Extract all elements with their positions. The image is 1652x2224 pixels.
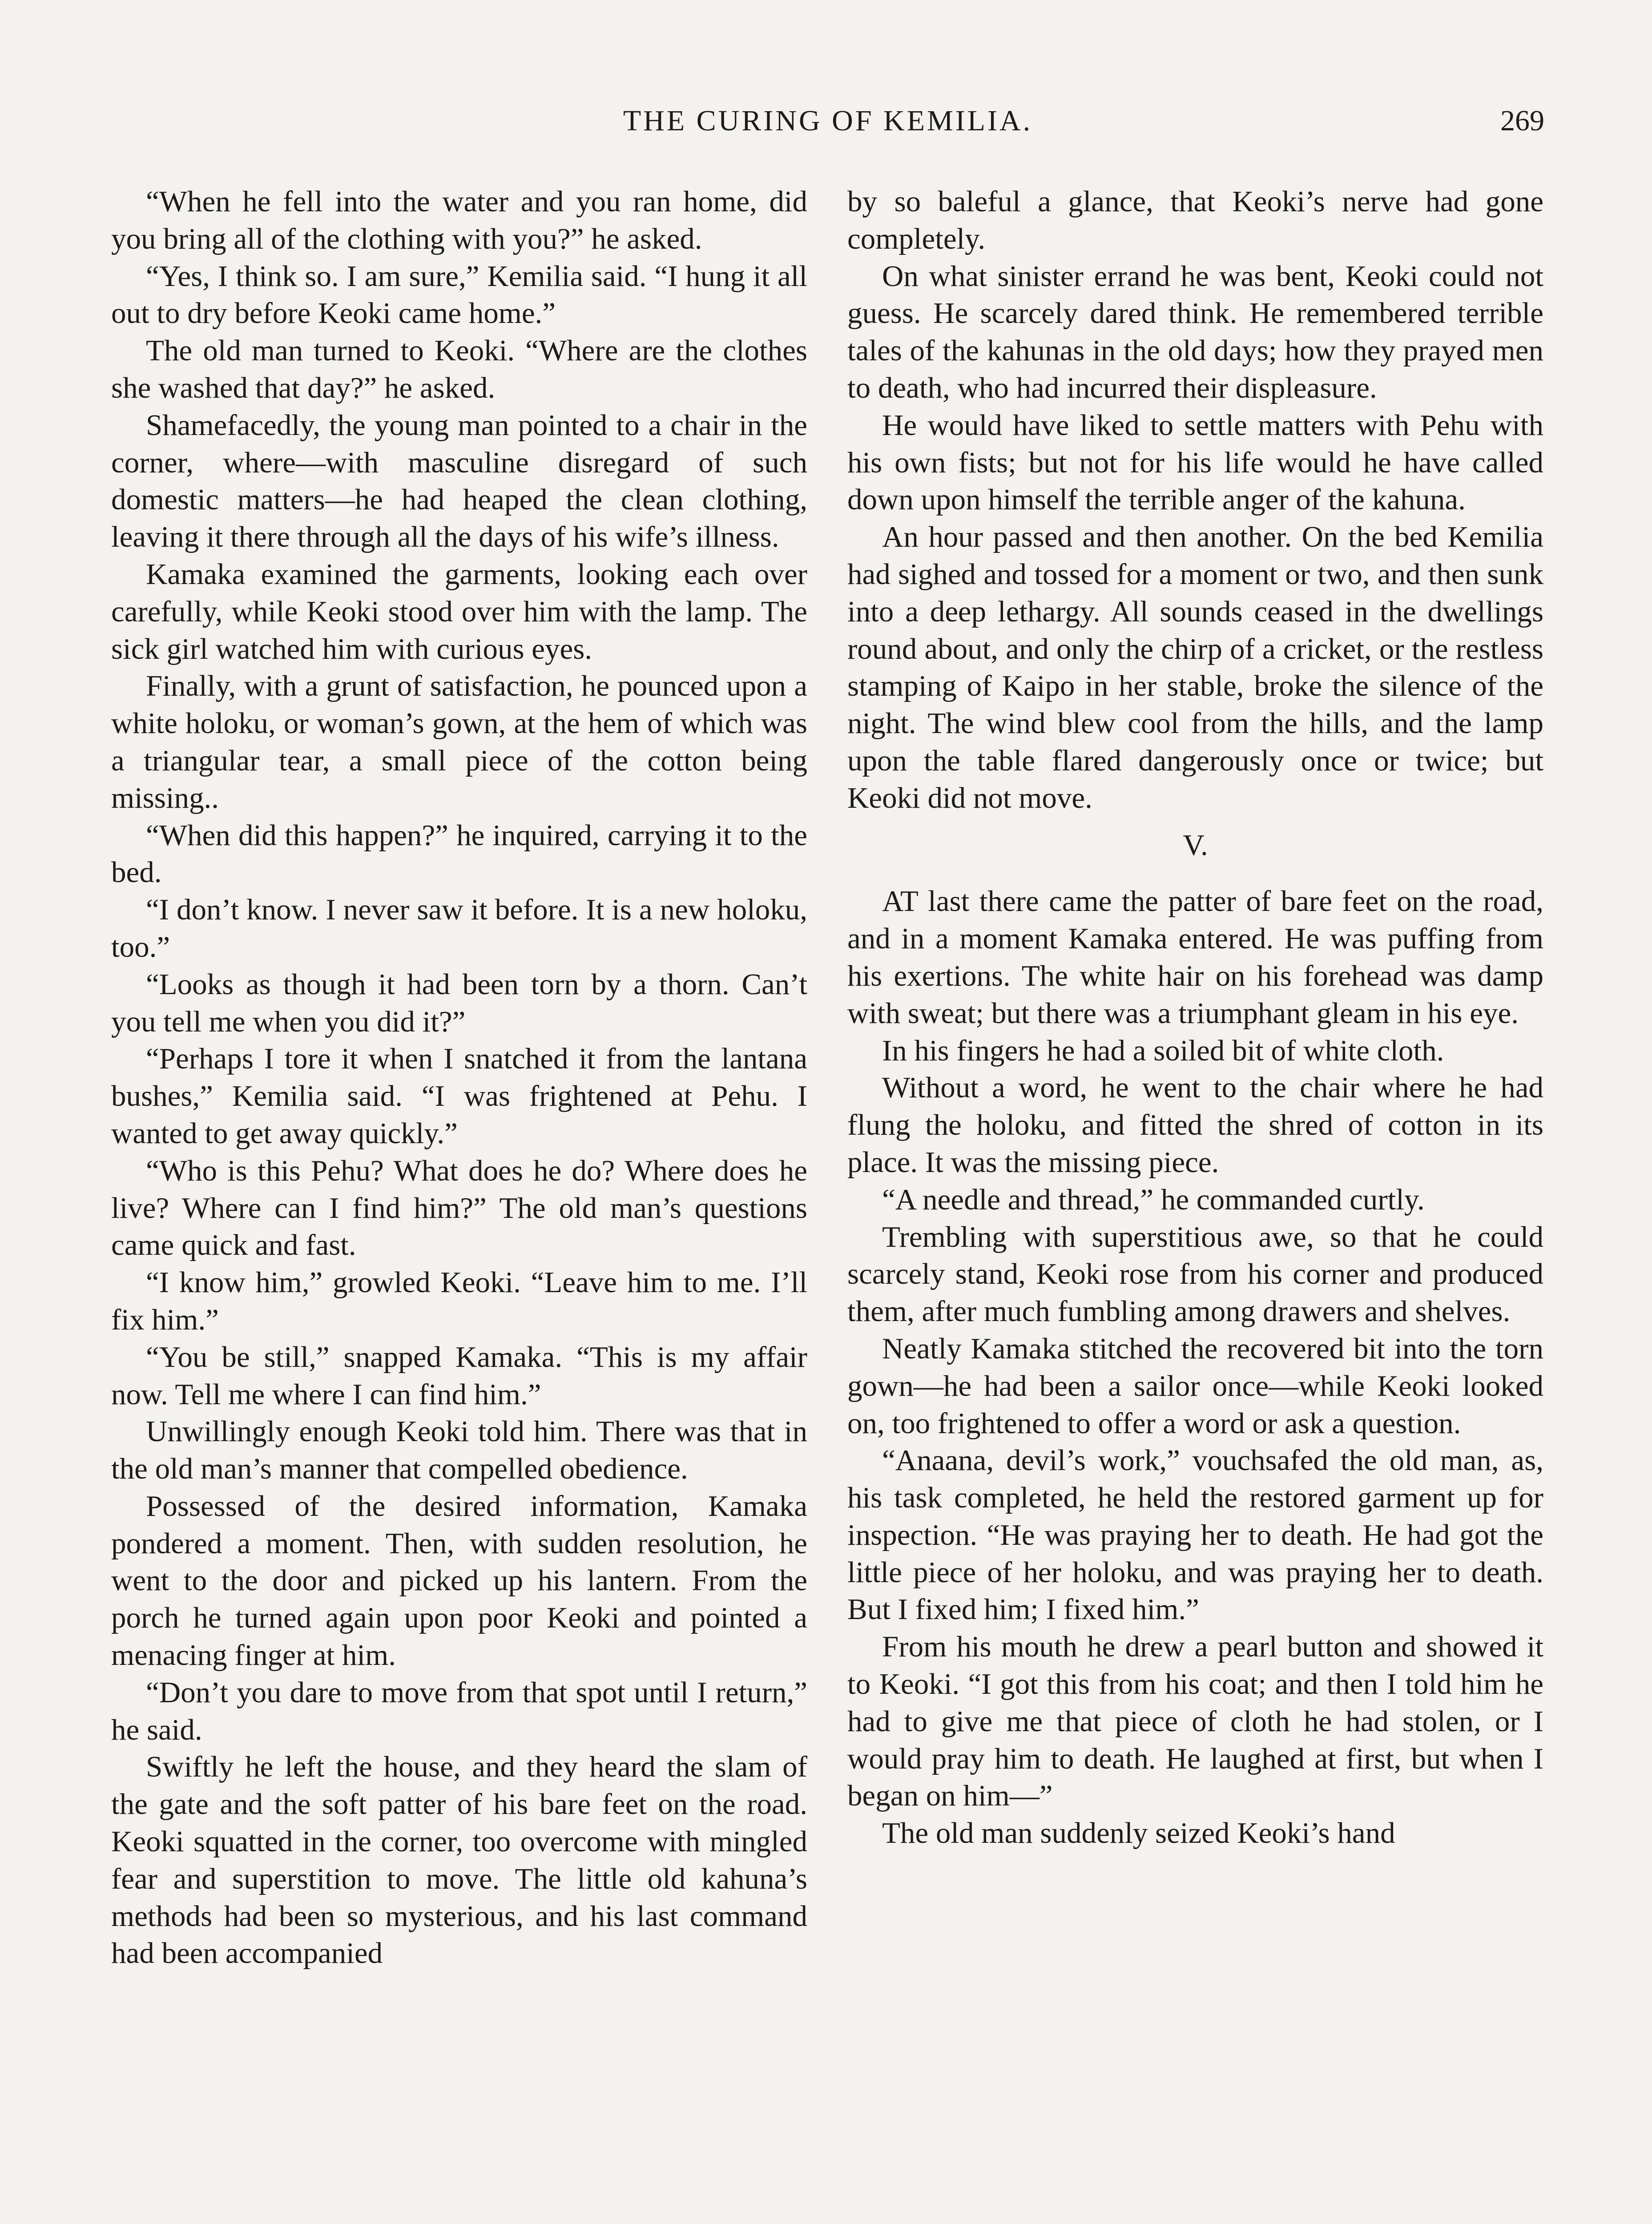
paragraph: Unwillingly enough Keoki told him. There was that in the old man’s manner that compelled obedience. <box>111 1415 807 1486</box>
paragraph: Without a word, he went to the chair where he had flung the holoku, and fitted the shred of cotton in its place. It was the missing piece. <box>847 1071 1543 1179</box>
paragraph: AT last there came the patter of bare feet on the road, and in a moment Kamaka entered. He was puffing from his exertions. The white hair on his forehead was damp with sweat; but there was a triumphant gleam in his eye. <box>847 885 1543 1030</box>
paragraph: “A needle and thread,” he commanded curtly. <box>882 1183 1425 1216</box>
page-number: 269 <box>1500 105 1544 137</box>
paragraph: “When did this happen?” he inquired, carrying it to the bed. <box>111 818 807 889</box>
paragraph: Kamaka examined the garments, looking each over carefully, while Keoki stood over him with the lamp. The sick girl watched him with curious eyes. <box>111 557 807 665</box>
paragraph: Neatly Kamaka stitched the recovered bit into the torn gown—he had been a sailor once—while Keoki looked on, too frightened to offer a word or ask a question. <box>847 1332 1543 1440</box>
paragraph: In his fingers he had a soiled bit of white cloth. <box>882 1034 1444 1067</box>
right-column <box>847 183 1543 1852</box>
paragraph: On what sinister errand he was bent, Keoki could not guess. He scarcely dared think. He remembered terrible tales of the kahunas in the old days; how they prayed men to death, who had incurred their displeasure. <box>847 259 1543 404</box>
paragraph-continued: by so baleful a glance, that Keoki’s nerve had gone completely. <box>847 185 1543 255</box>
paragraph: An hour passed and then another. On the bed Kemilia had sighed and tossed for a moment or two, and then sunk into a deep lethargy. All sounds ceased in the dwellings round about, and only the chirp of a cricket, or the restless stamping of Kaipo in her stable, broke the silence of the night. The wind blew cool from the hills, and the lamp upon the table flared dangerously once or twice; but Keoki did not move. <box>847 520 1543 814</box>
paragraph: Trembling with superstitious awe, so that he could scarcely stand, Keoki rose from his corner and produced them, after much fumbling among drawers and shelves. <box>847 1220 1543 1328</box>
paragraph: Possessed of the desired information, Kamaka pondered a moment. Then, with sudden resolution, he went to the door and picked up his lantern. From the porch he turned again upon poor Keoki and pointed a menacing finger at him. <box>111 1489 807 1672</box>
paragraph: Swiftly he left the house, and they heard the slam of the gate and the soft patter of his bare feet on the road. Keoki squatted in the corner, too overcome with mingled fear and superstition to move. The little old kahuna’s methods had been so mysterious, and his last command had been accompanied <box>111 1750 807 1970</box>
paragraph: Shamefacedly, the young man pointed to a chair in the corner, where—with masculine disregard of such domestic matters—he had heaped the clean clothing, leaving it there through all the days of his wife’s illness. <box>111 408 807 554</box>
paragraph: “Perhaps I tore it when I snatched it from the lantana bushes,” Kemilia said. “I was frightened at Pehu. I wanted to get away quickly.” <box>111 1042 807 1150</box>
page-title: THE CURING OF KEMILIA. <box>623 105 1033 137</box>
paragraph: “Anaana, devil’s work,” vouchsafed the old man, as, his task completed, he held the restored garment up for inspection. “He was praying her to death. He had got the little piece of her holoku, and was praying her to death. But I fixed him; I fixed him.” <box>847 1444 1543 1626</box>
paragraph: “I don’t know. I never saw it before. It is a new holoku, too.” <box>111 893 807 963</box>
paragraph: “Don’t you dare to move from that spot until I return,” he said. <box>111 1676 807 1746</box>
paragraph: The old man turned to Keoki. “Where are the clothes she washed that day?” he asked. <box>111 334 807 404</box>
paragraph: From his mouth he drew a pearl button and showed it to Keoki. “I got this from his coat; and then I told him he had to give me that piece of cloth he had stolen, or I would pray him to death. He laughed at first, but when I began on him—” <box>847 1630 1543 1813</box>
paragraph: “Who is this Pehu? What does he do? Where does he live? Where can I find him?” The old man’s questions came quick and fast. <box>111 1154 807 1262</box>
paragraph: “Looks as though it had been torn by a thorn. Can’t you tell me when you did it?” <box>111 967 807 1038</box>
left-column <box>111 183 807 1972</box>
paragraph: He would have liked to settle matters with Pehu with his own fists; but not for his life would he have called down upon himself the terrible anger of the kahuna. <box>847 408 1543 516</box>
paragraph: The old man suddenly seized Keoki’s hand <box>882 1817 1395 1850</box>
paragraph: “When he fell into the water and you ran home, did you bring all of the clothing with you?” he asked. <box>111 185 807 255</box>
paragraph: “Yes, I think so. I am sure,” Kemilia said. “I hung it all out to dry before Keoki came home.” <box>111 259 807 330</box>
running-head <box>111 99 1544 148</box>
paragraph: Finally, with a grunt of satisfaction, he pounced upon a white holoku, or woman’s gown, at the hem of which was a triangular tear, a small piece of the cotton being missing.. <box>111 669 807 814</box>
paragraph: “You be still,” snapped Kamaka. “This is my affair now. Tell me where I can find him.” <box>111 1340 807 1411</box>
section-heading: V. <box>1183 828 1208 862</box>
paragraph: “I know him,” growled Keoki. “Leave him to me. I’ll fix him.” <box>111 1266 807 1336</box>
